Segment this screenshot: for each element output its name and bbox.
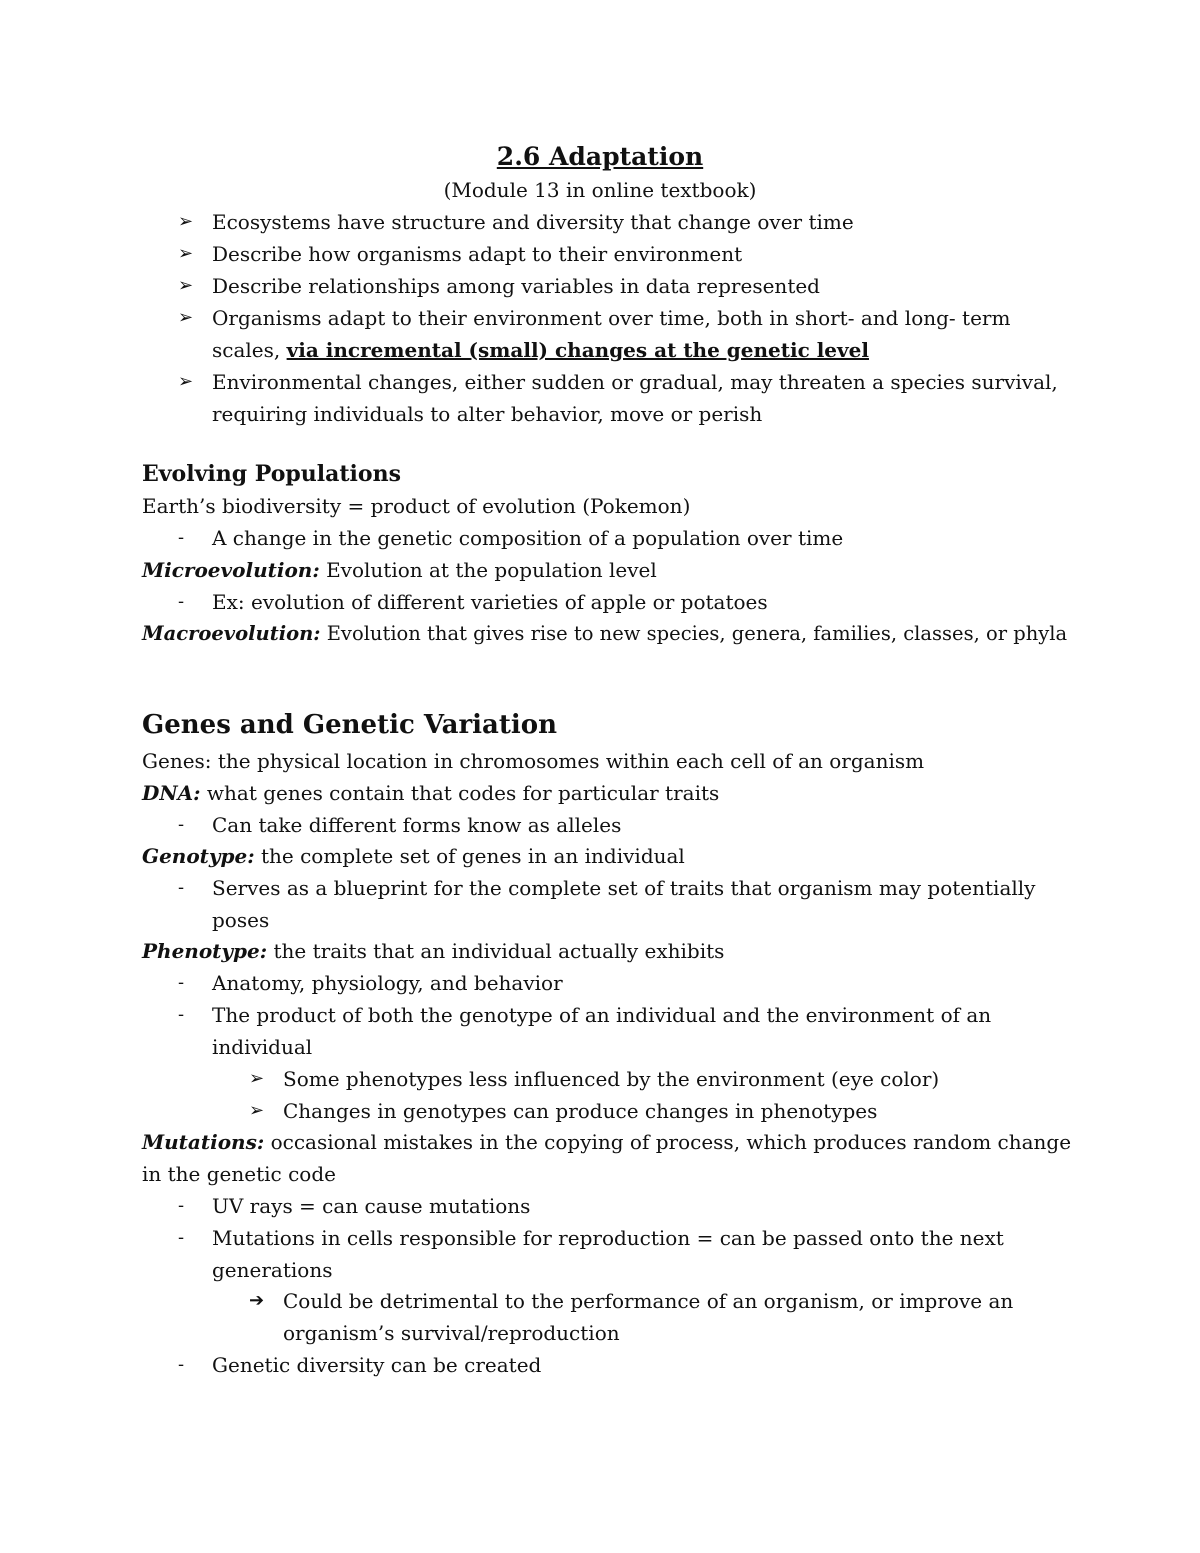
body-line: Earth’s biodiversity = product of evolution (Pokemon) (142, 494, 691, 518)
dash-bullet: - (178, 1195, 185, 1216)
dash-item-continuation: individual (212, 1035, 313, 1059)
intro-bullet: Describe how organisms adapt to their environment (212, 242, 743, 266)
term: Genotype: (142, 844, 255, 868)
bullet-arrow-icon: ➢ (178, 275, 194, 296)
definition-line (142, 781, 719, 805)
bullet-arrow-icon: ➢ (249, 1100, 265, 1121)
intro-bullet: Describe relationships among variables in data represented (212, 274, 820, 298)
dash-item: Mutations in cells responsible for reproduction = can be passed onto the next (212, 1226, 1004, 1250)
definition: the traits that an individual actually exhibits (267, 939, 725, 963)
definition: the complete set of genes in an individual (254, 844, 685, 868)
continuation-prefix: scales, (212, 338, 287, 362)
definition-line (142, 558, 657, 582)
term: Phenotype: (142, 939, 268, 963)
term: Microevolution: (142, 558, 320, 582)
intro-bullet-continuation (212, 338, 869, 362)
dash-item: The product of both the genotype of an individual and the environment of an (212, 1003, 992, 1027)
dash-item: UV rays = can cause mutations (212, 1194, 531, 1218)
definition-line (142, 1130, 1071, 1154)
page-subtitle: (Module 13 in online textbook) (443, 178, 757, 202)
definition: Evolution at the population level (319, 558, 657, 582)
dash-bullet: - (178, 877, 185, 898)
right-arrow-icon: ➔ (249, 1290, 265, 1311)
dash-item: Ex: evolution of different varieties of apple or potatoes (212, 590, 768, 614)
dash-item: Anatomy, physiology, and behavior (212, 971, 563, 995)
sub-bullet: Changes in genotypes can produce changes in phenotypes (283, 1099, 878, 1123)
intro-bullet-continuation: requiring individuals to alter behavior, move or perish (212, 402, 763, 426)
dash-item: A change in the genetic composition of a population over time (212, 526, 844, 550)
dash-bullet: - (178, 972, 185, 993)
dash-bullet: - (178, 1227, 185, 1248)
section-heading-evolving-populations: Evolving Populations (142, 461, 401, 487)
dash-item: Genetic diversity can be created (212, 1353, 542, 1377)
definition: occasional mistakes in the copying of process, which produces random change (264, 1130, 1072, 1154)
definition-line (142, 939, 724, 963)
bullet-arrow-icon: ➢ (178, 211, 194, 232)
intro-bullet: Ecosystems have structure and diversity that change over time (212, 210, 854, 234)
dash-item: Can take different forms know as alleles (212, 813, 622, 837)
dash-bullet: - (178, 814, 185, 835)
underlined-emphasis: via incremental (small) changes at the genetic level (286, 338, 869, 362)
intro-bullet: Environmental changes, either sudden or gradual, may threaten a species survival, (212, 370, 1058, 394)
term: DNA: (142, 781, 201, 805)
dash-item: Serves as a blueprint for the complete set of traits that organism may potentially (212, 876, 1036, 900)
definition: what genes contain that codes for particular traits (200, 781, 720, 805)
definition: Evolution that gives rise to new species, genera, families, classes, or phyla (320, 622, 1068, 645)
bullet-arrow-icon: ➢ (178, 307, 194, 328)
dash-bullet: - (178, 1354, 185, 1375)
dash-bullet: - (178, 527, 185, 548)
bullet-arrow-icon: ➢ (178, 371, 194, 392)
bullet-arrow-icon: ➢ (178, 243, 194, 264)
sub-bullet: Could be detrimental to the performance of an organism, or improve an (283, 1289, 1014, 1313)
dash-item-continuation: generations (212, 1258, 333, 1282)
section-heading-genes-variation: Genes and Genetic Variation (142, 710, 558, 740)
intro-bullet: Organisms adapt to their environment over time, both in short- and long- term (212, 306, 1011, 330)
page-title: 2.6 Adaptation (496, 142, 704, 171)
body-line: Genes: the physical location in chromosomes within each cell of an organism (142, 749, 925, 773)
sub-bullet: Some phenotypes less influenced by the environment (eye color) (283, 1067, 940, 1091)
dash-bullet: - (178, 591, 185, 612)
dash-item-continuation: poses (212, 908, 270, 932)
definition-line (142, 622, 1067, 646)
term: Macroevolution: (142, 622, 321, 645)
sub-bullet-continuation: organism’s survival/reproduction (283, 1321, 620, 1345)
definition-line (142, 844, 685, 868)
dash-bullet: - (178, 1004, 185, 1025)
term: Mutations: (142, 1130, 265, 1154)
definition-continuation: in the genetic code (142, 1162, 336, 1186)
bullet-arrow-icon: ➢ (249, 1068, 265, 1089)
